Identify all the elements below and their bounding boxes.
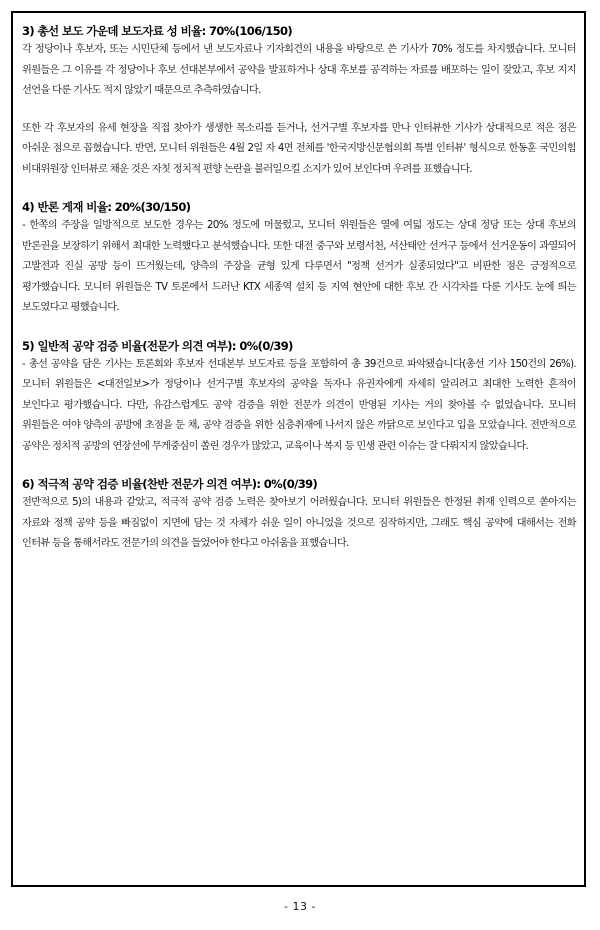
section-3 bbox=[22, 22, 576, 180]
paragraph: - 총선 공약을 담은 기사는 토론회와 후보자 선대본부 보도자료 등을 포함하여 총 39건으로 파악됐습니다(총선 기사 150건의 26%). 모니터 위원들은 <대전일보>가 정당이나 선거구별 후보자의 공약을 독자나 유권자에게 자세히 알리려고 최대한 노력한 흔적이 보인다고 평가했습니다. 다만, 유감스럽게도 공약 검증을 위한 전문가 의견이 반영된 기사는 거의 찾아볼 수 없었습니다. 모니터 위원들은 여야 양측의 공방에 초점을 둔 채, 공약 검증을 위한 심층취재에 나서지 않은 까닭으로 보인다고 입을 모았습니다. 전반적으로 공약은 정치적 공방의 연장선에 무게중심이 쏠린 경우가 많았고, 교육이나 복지 등 민생 관련 이슈는 잘 다뤄지지 않았습니다. bbox=[22, 358, 576, 452]
paragraph: 각 정당이나 후보자, 또는 시민단체 등에서 낸 보도자료나 기자회견의 내용을 바탕으로 쓴 기사가 70% 정도를 차지했습니다. 모니터 위원들은 그 이유를 각 정당이나 후보 선대본부에서 공약을 발표하거나 상대 후보를 공격하는 자료를 배포하는 일이 잦았고, 후보 지지 선언을 다룬 기사도 적지 않았기 때문으로 추측하였습니다. bbox=[22, 44, 576, 96]
section-6 bbox=[22, 475, 576, 555]
section-heading: 6) 적극적 공약 검증 비율(찬반 전문가 의견 여부): 0%(0/39) bbox=[22, 477, 318, 491]
page-number: - 13 - bbox=[284, 900, 316, 913]
document-body bbox=[22, 22, 576, 555]
section-4 bbox=[22, 198, 576, 319]
paragraph: 또한 각 후보자의 유세 현장을 직접 찾아가 생생한 목소리를 듣거나, 선거구별 후보자를 만나 인터뷰한 기사가 상대적으로 적은 점은 아쉬운 점으로 꼽혔습니다. 반면, 모니터 위원들은 4월 2일 자 4면 전체를 '한국지방신문협의회 특별 인터뷰' 형식으로 한동훈 국민의힘 비대위원장 인터뷰로 채운 것은 자칫 정치적 편향 논란을 불러일으킬 소지가 있어 보인다며 우려를 표했습니다. bbox=[22, 122, 576, 175]
section-heading: 5) 일반적 공약 검증 비율(전문가 의견 여부): 0%(0/39) bbox=[22, 338, 293, 353]
section-heading: 4) 반론 게재 비율: 20%(30/150) bbox=[22, 200, 191, 214]
section-heading: 3) 총선 보도 가운데 보도자료 성 비율: 70%(106/150) bbox=[22, 24, 293, 38]
paragraph: - 한쪽의 주장을 일방적으로 보도한 경우는 20% 정도에 머물렀고, 모니터 위원들은 열에 여덟 정도는 상대 정당 또는 상대 후보의 반론권을 보장하기 위해서 최대한 노력했다고 분석했습니다. 또한 대전 중구와 보령서천, 서산태안 선거구 등에서 선거운동이 과열되어 고발전과 진실 공방 등이 뜨거웠는데, 양측의 주장을 균형 있게 다루면서 "정책 선거가 실종되었다"고 비판한 점은 긍정적으로 평가했습니다. 모니터 위원들은 TV 토론에서 드러난 KTX 세종역 설치 등 지역 현안에 대한 후보 간 시각차를 다룬 기사도 눈에 띄는 보도였다고 평했습니다. bbox=[22, 220, 576, 313]
section-5 bbox=[22, 337, 576, 458]
paragraph: 전반적으로 5)의 내용과 같았고, 적극적 공약 검증 노력은 찾아보기 어려웠습니다. 모니터 위원들은 한정된 취재 인력으로 쏟아지는 자료와 정책 공약 등을 빠짐없이 지면에 담는 것 자체가 쉬운 일이 아니었을 것으로 짐작하지만, 그래도 핵심 공약에 대해서는 전화 인터뷰 등을 통해서라도 전문가의 의견을 들었어야 한다고 아쉬움을 표했습니다. bbox=[22, 497, 576, 549]
